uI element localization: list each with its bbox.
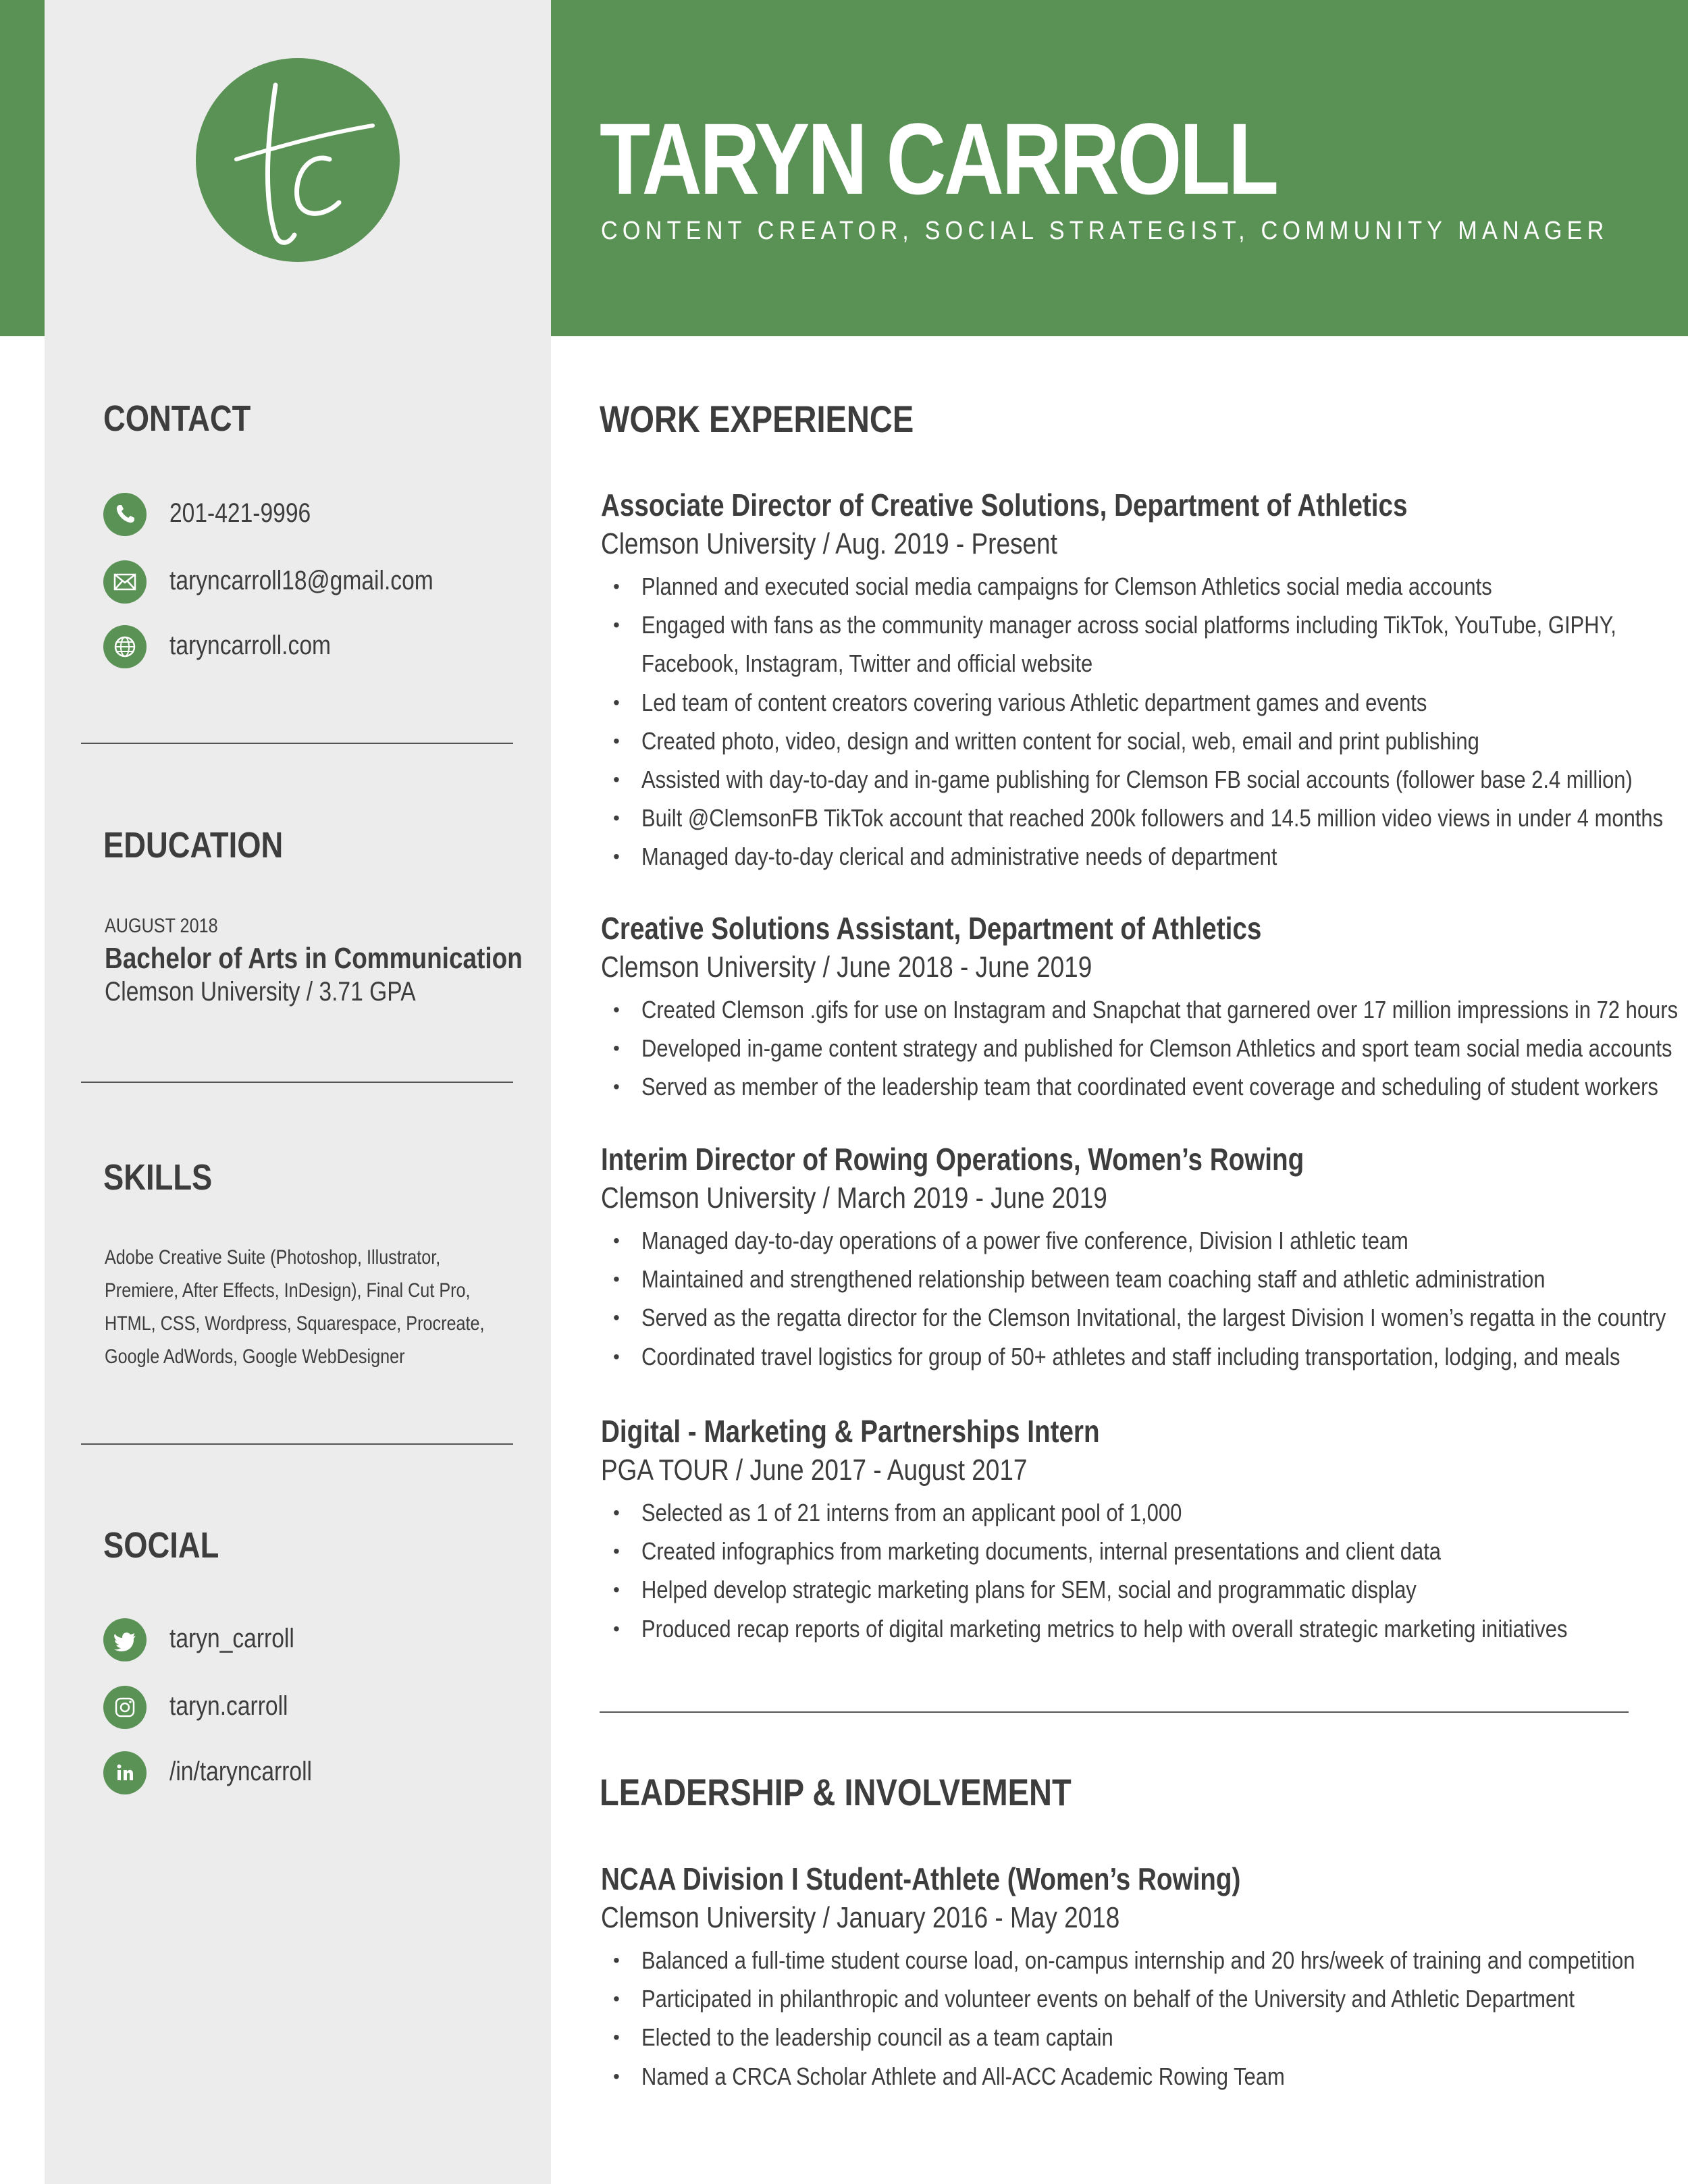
- job-bullet: • Maintained and strengthened relationship between team coaching staff and athletic administration: [601, 1260, 1641, 1298]
- job-title: NCAA Division I Student-Athlete (Women’s Rowing): [601, 1861, 1241, 1896]
- job-bullet: • Served as the regatta director for the Clemson Invitational, the largest Division I women’s regatta in the country: [601, 1298, 1641, 1337]
- job-bullet: • Assisted with day-to-day and in-game publishing for Clemson FB social accounts (follower base 2.4 million): [601, 760, 1641, 799]
- job-bullets: [601, 1941, 1641, 2096]
- job-org-dates: Clemson University / January 2016 - May 2018: [601, 1901, 1120, 1934]
- education-degree: Bachelor of Arts in Communication: [105, 942, 523, 975]
- leadership-heading: LEADERSHIP & INVOLVEMENT: [600, 1771, 1072, 1813]
- education-date: AUGUST 2018: [105, 915, 218, 937]
- education-heading: EDUCATION: [103, 825, 284, 865]
- job-bullet: • Coordinated travel logistics for group of 50+ athletes and staff including transportation, lodging, and meals: [601, 1337, 1641, 1376]
- job-entry: [601, 1140, 1666, 1376]
- work-experience-heading: WORK EXPERIENCE: [600, 398, 914, 440]
- skills-line: Premiere, After Effects, InDesign), Final Cut Pro,: [105, 1279, 471, 1302]
- header-band-left: [0, 0, 45, 336]
- skills-heading: SKILLS: [103, 1157, 213, 1198]
- sidebar: [45, 0, 551, 2184]
- candidate-name: TARYN CARROLL: [600, 102, 1277, 215]
- job-org-dates: Clemson University / March 2019 - June 2019: [601, 1181, 1107, 1215]
- job-bullet: • Developed in-game content strategy and published for Clemson Athletics and sport team social media accounts: [601, 1029, 1641, 1067]
- logo-monogram: [196, 58, 400, 262]
- skills-line: HTML, CSS, Wordpress, Squarespace, Procreate,: [105, 1312, 485, 1335]
- job-title: Interim Director of Rowing Operations, Women’s Rowing: [601, 1142, 1304, 1177]
- monogram-tc-icon: [196, 58, 400, 262]
- job-org-dates: Clemson University / June 2018 - June 2019: [601, 951, 1092, 984]
- job-bullet: • Elected to the leadership council as a team captain: [601, 2018, 1641, 2056]
- job-bullet: • Created Clemson .gifs for use on Instagram and Snapchat that garnered over 17 million impressions in 72 hours: [601, 990, 1641, 1029]
- job-bullet-continuation: Facebook, Instagram, Twitter and official website: [641, 649, 1093, 678]
- contact-heading: CONTACT: [103, 398, 251, 439]
- job-bullet: • Helped develop strategic marketing plans for SEM, social and programmatic display: [601, 1570, 1641, 1609]
- job-title: Digital - Marketing & Partnerships Intern: [601, 1414, 1100, 1449]
- social-heading: SOCIAL: [103, 1525, 219, 1566]
- job-bullet: • Managed day-to-day operations of a power five conference, Division I athletic team: [601, 1221, 1641, 1260]
- linkedin-icon: [103, 1751, 147, 1794]
- section-divider: [600, 1711, 1629, 1713]
- job-bullet: • Produced recap reports of digital marketing metrics to help with overall strategic marketing initiatives: [601, 1609, 1641, 1648]
- job-entry: [601, 909, 1679, 1107]
- globe-icon: [103, 625, 147, 668]
- job-bullets: [601, 1493, 1641, 1648]
- envelope-icon: [103, 560, 147, 604]
- job-bullet: • Built @ClemsonFB TikTok account that reached 200k followers and 14.5 million video views in under 4 months: [601, 799, 1641, 837]
- resume-page: TARYN CARROLL CONTENT CREATOR, SOCIAL STRATEGIST, COMMUNITY MANAGER CONTACT 201-421-9996 taryncarroll18@gmail.com taryncarroll.com EDUCATION AUGUST 2018 Bachelor of Arts in Communication Clemson University / 3.71 GPA SKILLS Adobe Creative Suite (Photoshop, Illustrator, Premiere, After Effects, InDesign), Final Cut Pro, HTML, CSS, Wordpress, Squarespace, Procreate, Google AdWords, Google WebDesigner SOCIAL taryn_carroll taryn.carroll /in/taryncarroll WORK EXPERIENCE Associate Director of Creative Solutions, Department of Athletics Clemson University / Aug. 2019 - Present • Planned and executed social media campaigns for Clemson Athletics social media accounts • Engaged with fans as the community manager across social platforms including TikTok, YouTube, GIPHY, Facebook, Instagram, Twitter and official website • Led team of content creators covering various Athletic department games and events • Created photo, video, design and written content for social, web, email and print publishing • Assisted with day-to-day and in-game publishing for Clemson FB social accounts (follower base 2.4 million) • Built @ClemsonFB TikTok account that reached 200k followers and 14.5 million video views in under 4 months • Managed day-to-day clerical and administrative needs of department Creative Solutions Assistant, Department of Athletics Clemson University / June 2018 - June 2019 • Created Clemson .gifs for use on Instagram and Snapchat that garnered over 17 million impressions in 72 hours • Developed in-game content strategy and published for Clemson Athletics and sport team social media accounts • Served as member of the leadership team that coordinated event coverage and scheduling of student workers Interim Director of Rowing Operations, Women’s Rowing Clemson University / March 2019 - June 2019 • Managed day-to-day operations of a power five conference, Division I athletic team • Maintained and strengthened relationship between team coaching staff and athletic administration • Served as the regatta director for the Clemson Invitational, the largest Division I women’s regatta in the country • Coordinated travel logistics for group of 50+ athletes and staff including transportation, lodging, and meals Digital - Marketing & Partnerships Intern PGA TOUR / June 2017 - August 2017 • Selected as 1 of 21 interns from an applicant pool of 1,000 • Created infographics from marketing documents, internal presentations and client data • Helped develop strategic marketing plans for SEM, social and programmatic display • Produced recap reports of digital marketing metrics to help with overall strategic marketing initiatives LEADERSHIP & INVOLVEMENT NCAA Division I Student-Athlete (Women’s Rowing) Clemson University / January 2016 - May 2018 • Balanced a full-time student course load, on-campus internship and 20 hrs/week of training and competition • Participated in philanthropic and volunteer events on behalf of the University and Athletic Department • Elected to the leadership council as a team captain • Named a CRCA Scholar Athlete and All-ACC Academic Rowing Team: [0, 0, 1688, 2184]
- skills-line: Google AdWords, Google WebDesigner: [105, 1346, 405, 1368]
- job-bullet: • Led team of content creators covering various Athletic department games and events: [601, 683, 1641, 722]
- job-bullets: [601, 1221, 1666, 1376]
- education-school: Clemson University / 3.71 GPA: [105, 977, 416, 1007]
- job-entry: [601, 485, 1664, 876]
- job-org-dates: Clemson University / Aug. 2019 - Present: [601, 527, 1057, 560]
- job-bullet: • Balanced a full-time student course load, on-campus internship and 20 hrs/week of training and competition: [601, 1941, 1641, 1979]
- job-org-dates: PGA TOUR / June 2017 - August 2017: [601, 1454, 1028, 1487]
- job-bullet: • Served as member of the leadership team that coordinated event coverage and scheduling of student workers: [601, 1067, 1641, 1106]
- job-title: Creative Solutions Assistant, Department of Athletics: [601, 911, 1262, 946]
- job-title: Associate Director of Creative Solutions, Department of Athletics: [601, 487, 1408, 523]
- job-bullets: [601, 990, 1679, 1107]
- job-bullet: • Managed day-to-day clerical and administrative needs of department: [601, 837, 1641, 876]
- leadership-entry: [601, 1859, 1641, 2096]
- skills-list: [105, 1241, 485, 1373]
- sidebar-divider: [81, 743, 513, 744]
- candidate-subtitle: CONTENT CREATOR, SOCIAL STRATEGIST, COMMUNITY MANAGER: [601, 217, 1609, 245]
- job-entry: [601, 1412, 1641, 1648]
- job-bullet: • Named a CRCA Scholar Athlete and All-ACC Academic Rowing Team: [601, 2057, 1641, 2096]
- job-bullet: • Participated in philanthropic and volunteer events on behalf of the University and Athletic Department: [601, 1979, 1641, 2018]
- job-bullet: • Engaged with fans as the community manager across social platforms including TikTok, YouTube, GIPHY,: [601, 606, 1641, 644]
- job-bullet: • Created photo, video, design and written content for social, web, email and print publishing: [601, 722, 1641, 760]
- phone-icon: [103, 493, 147, 536]
- job-bullet: • Planned and executed social media campaigns for Clemson Athletics social media accounts: [601, 567, 1641, 606]
- job-bullet: • Selected as 1 of 21 interns from an applicant pool of 1,000: [601, 1493, 1641, 1532]
- twitter-icon: [103, 1618, 147, 1661]
- job-bullets: [601, 567, 1664, 876]
- sidebar-divider: [81, 1443, 513, 1445]
- skills-line: Adobe Creative Suite (Photoshop, Illustrator,: [105, 1246, 441, 1269]
- sidebar-divider: [81, 1082, 513, 1083]
- instagram-icon: [103, 1686, 147, 1729]
- job-bullet: • Created infographics from marketing documents, internal presentations and client data: [601, 1532, 1641, 1570]
